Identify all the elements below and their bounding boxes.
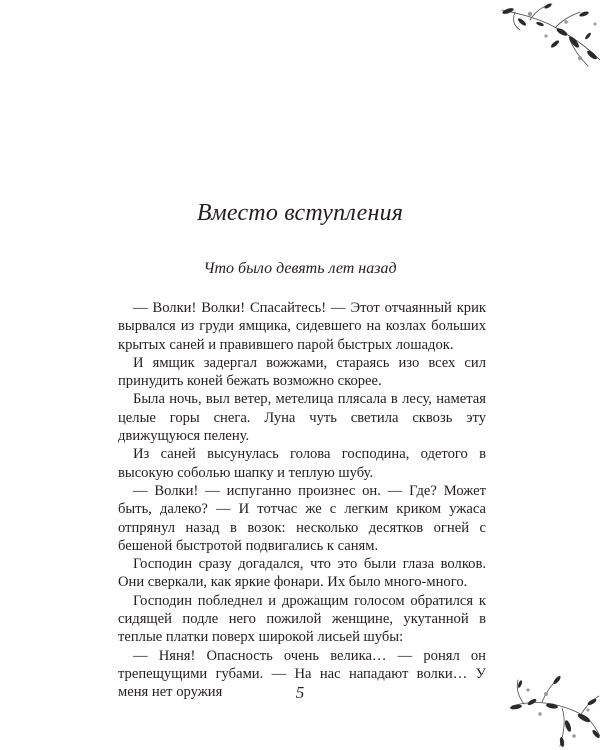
- paragraph: И ямщик задергал вожжами, стараясь изо всех сил принудить коней бежать возможно скорее.: [118, 354, 486, 390]
- paragraph: Из саней высунулась голова господина, одетого в высокую соболью шапку и теплую шубу.: [118, 446, 486, 481]
- paragraph: Была ночь, выл ветер, метелица плясала в лесу, наметая целые горы снега. Луна чуть светила сквозь эту движущуюся пелену.: [118, 391, 486, 445]
- paragraph: Господин сразу догадался, что это были глаза волков. Они сверкали, как яркие фонари. Их было много-много.: [118, 556, 486, 591]
- floral-ornament-top-icon: [500, 0, 600, 72]
- body-text: [118, 299, 486, 702]
- paragraph: — Волки! — испуганно произнес он. — Где? Может быть, далеко? — И тотчас же с легким криком ужаса отпрянул назад в возок: несколько десятков огней с бешеной быстротой подвигались к саням.: [118, 482, 486, 554]
- floral-ornament-bottom-icon: [502, 666, 600, 750]
- page-number: 5: [295, 683, 305, 702]
- paragraph: — Няня! Опасность очень велика… — ронял он трепещущими губами. — На нас нападают волки… У меня нет оружия: [118, 647, 486, 701]
- paragraph: Господин побледнел и дрожащим голосом обратился к сидящей подле него пожилой женщине, укутанной в теплые платки поверх широкой лисьей шубы:: [118, 592, 486, 646]
- chapter-subtitle: Что было девять лет назад: [203, 260, 397, 277]
- paragraph: — Волки! Волки! Спасайтесь! — Этот отчаянный крик вырвался из груди ямщика, сидевшего на козлах больших крытых саней и правившего парой быстрых лошадок.: [118, 300, 486, 353]
- chapter-title: Вместо вступления: [196, 200, 404, 226]
